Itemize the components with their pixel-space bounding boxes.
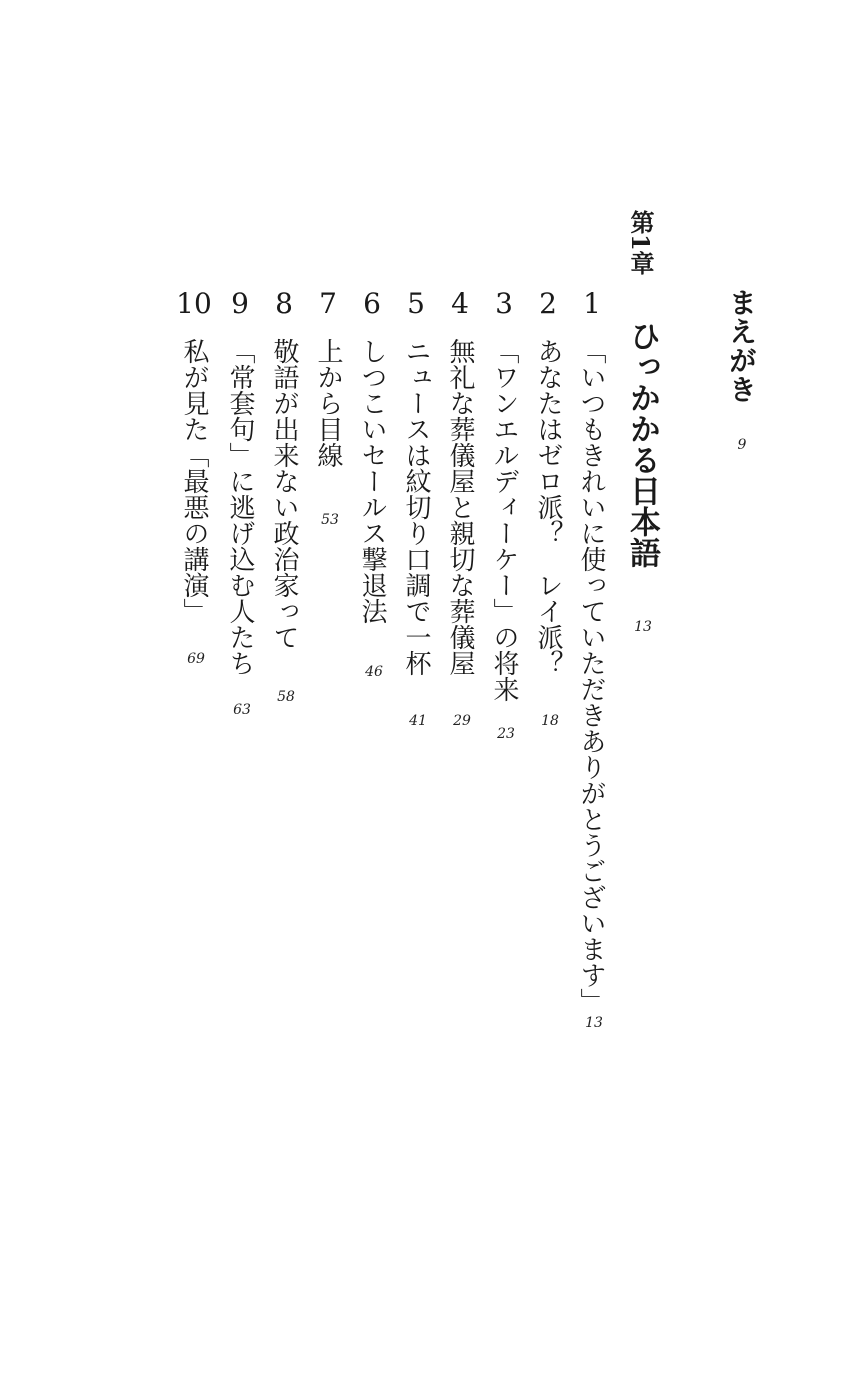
section-number: 9 [231, 287, 249, 320]
section-number: 10 [176, 287, 212, 320]
chapter-label: 第1章 [626, 210, 655, 275]
section-title[interactable]: 上から目線 [313, 338, 343, 468]
section-page: 58 [277, 689, 295, 705]
section-page: 29 [453, 713, 471, 729]
section-title[interactable]: 「ワンエルディーケー」の将来 [489, 338, 519, 702]
front-matter-page: 9 [737, 437, 747, 453]
front-matter-title[interactable]: まえがき [725, 288, 758, 404]
section-number: 7 [319, 287, 337, 320]
section-page: 53 [321, 512, 339, 528]
section-title[interactable]: 私が見た「最悪の講演」 [179, 338, 209, 624]
section-title[interactable]: 敬語が出来ない政治家って [269, 338, 299, 650]
section-title[interactable]: あなたはゼロ派？ レイ派？ [533, 338, 563, 676]
section-title[interactable]: ニュースは紋切り口調で一杯 [401, 338, 431, 676]
section-page: 23 [497, 726, 515, 742]
section-page: 69 [187, 651, 205, 667]
section-number: 5 [407, 287, 425, 320]
section-page: 13 [585, 1015, 603, 1031]
section-number: 8 [275, 287, 293, 320]
chapter-title[interactable]: ひっかかる日本語 [624, 320, 660, 568]
section-page: 46 [365, 664, 383, 680]
section-page: 63 [233, 702, 251, 718]
section-page: 41 [409, 713, 427, 729]
section-title[interactable]: 無礼な葬儀屋と親切な葬儀屋 [445, 338, 475, 676]
section-title[interactable]: 「いつもきれいに使っていただきありがとうございます」 [576, 338, 606, 1014]
section-number: 4 [451, 287, 469, 320]
section-title[interactable]: しつこいセールス撃退法 [357, 338, 387, 624]
chapter-page: 13 [634, 619, 652, 635]
section-number: 2 [539, 287, 557, 320]
section-number: 3 [495, 287, 513, 320]
section-title[interactable]: 「常套句」に逃げ込む人たち [225, 338, 255, 676]
section-number: 6 [363, 287, 381, 320]
section-number: 1 [583, 287, 601, 320]
section-page: 18 [541, 713, 559, 729]
